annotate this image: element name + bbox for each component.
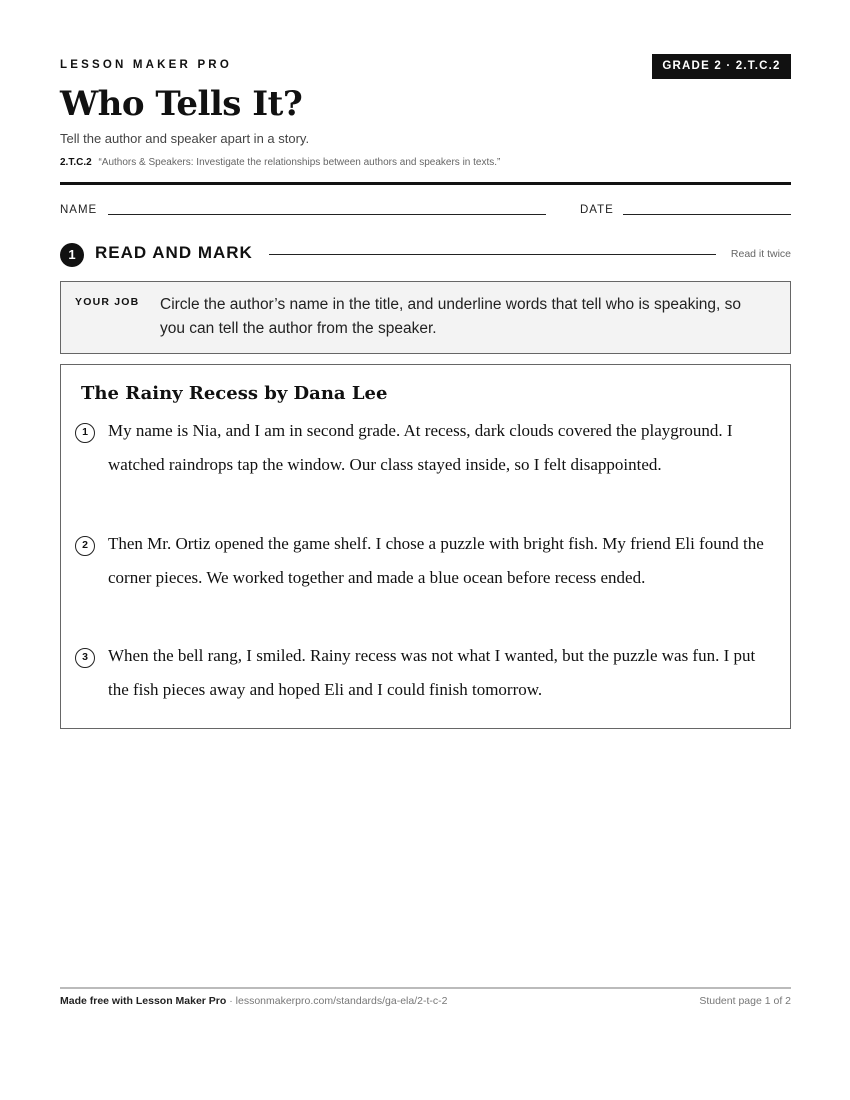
- paragraph-text: My name is Nia, and I am in second grade. At recess, dark clouds covered the playground. I watched raindrops tap the window. Our class stayed inside, so I felt disappointed.: [108, 421, 733, 474]
- date-field[interactable]: [623, 214, 791, 215]
- footer-url[interactable]: · lessonmakerpro.com/standards/ga-ela/2-t-c-2: [226, 995, 448, 1007]
- footer-made-with: Made free with Lesson Maker Pro: [60, 995, 227, 1007]
- paragraph-number-badge: 3: [75, 648, 95, 668]
- section-title: READ AND MARK: [95, 243, 253, 262]
- header-divider: [60, 182, 791, 185]
- standard-text: “Authors & Speakers: Investigate the relationships between authors and speakers in texts.”: [98, 157, 501, 168]
- standard-line: [60, 157, 500, 168]
- job-instructions-box: [60, 281, 791, 354]
- paragraph-number-badge: 1: [75, 423, 95, 443]
- story-box: [60, 364, 791, 729]
- page-title: Who Tells It?: [60, 84, 303, 124]
- date-label: DATE: [580, 204, 614, 216]
- job-label: YOUR JOB: [75, 296, 140, 308]
- section-divider: [269, 254, 716, 255]
- section-note: Read it twice: [730, 248, 791, 260]
- name-label: NAME: [60, 204, 98, 216]
- page-subtitle: Tell the author and speaker apart in a story.: [60, 131, 310, 146]
- brand-name: LESSON MAKER PRO: [60, 59, 232, 71]
- story-title: The Rainy Recess by Dana Lee: [81, 383, 388, 404]
- worksheet-page: [60, 0, 791, 1100]
- paragraph-text: Then Mr. Ortiz opened the game shelf. I chose a puzzle with bright fish. My friend Eli found the corner pieces. We worked together and made a blue ocean before recess ended.: [108, 534, 764, 587]
- name-field[interactable]: [108, 214, 546, 215]
- grade-badge: GRADE 2 · 2.T.C.2: [652, 54, 791, 79]
- paragraph-number-badge: 2: [75, 536, 95, 556]
- footer-credit: [60, 995, 447, 1007]
- job-text: Circle the author’s name in the title, and underline words that tell who is speaking, so you can tell the author from the speaker.: [160, 296, 742, 337]
- footer-page-number: Student page 1 of 2: [699, 995, 791, 1007]
- paragraph-text: When the bell rang, I smiled. Rainy recess was not what I wanted, but the puzzle was fun. I put the fish pieces away and hoped Eli and I could finish tomorrow.: [108, 646, 756, 699]
- standard-code: 2.T.C.2: [60, 157, 92, 168]
- footer-divider: [60, 987, 791, 989]
- section-number-badge: 1: [60, 243, 84, 267]
